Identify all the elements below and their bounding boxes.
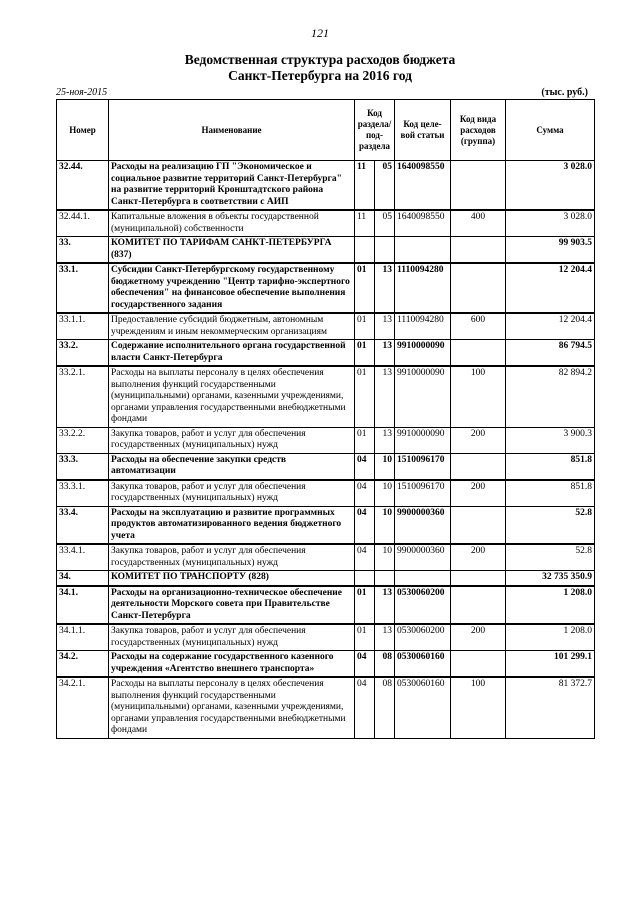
row-sum: 3 028.0: [506, 210, 595, 237]
row-section-code: 01: [355, 427, 375, 453]
row-name: Расходы на эксплуатацию и развитие программных продуктов автоматизированного ведения бюджетного учета: [109, 506, 355, 544]
row-number: 32.44.1.: [57, 210, 109, 237]
row-sum: 52.8: [506, 544, 595, 571]
row-subsection-code: [375, 571, 395, 586]
row-number: 34.2.: [57, 651, 109, 678]
row-name: Расходы на реализацию ГП "Экономическое и социальное развитие территорий Санкт-Петербурга" на развитие территорий Кронштадтского района Санкт-Петербурга в соответствии с АИП: [109, 161, 355, 211]
table-row: [57, 624, 595, 651]
row-section-code: 04: [355, 651, 375, 678]
table-row: [57, 427, 595, 453]
row-expense-type: [451, 453, 506, 480]
row-name: Расходы на выплаты персоналу в целях обеспечения выполнения функций государственными (муниципальными) органами, казенными учреждениями, органами управления государственными внебюджетными фондами: [109, 366, 355, 427]
row-number: 34.2.1.: [57, 677, 109, 738]
row-expense-type: 600: [451, 313, 506, 340]
row-target-code: 1510096170: [395, 453, 451, 480]
row-sum: 81 372.7: [506, 677, 595, 738]
row-target-code: 0530060200: [395, 586, 451, 625]
table-row: [57, 453, 595, 480]
row-target-code: 0530060200: [395, 624, 451, 651]
row-subsection-code: 13: [375, 427, 395, 453]
row-target-code: 9910000090: [395, 366, 451, 427]
row-sum: 1 208.0: [506, 586, 595, 625]
row-sum: 82 894.2: [506, 366, 595, 427]
row-subsection-code: 13: [375, 366, 395, 427]
row-expense-type: 400: [451, 210, 506, 237]
row-section-code: 01: [355, 586, 375, 625]
row-number: 33.4.: [57, 506, 109, 544]
row-sum: 3 028.0: [506, 161, 595, 211]
row-name: Расходы на обеспечение закупки средств автоматизации: [109, 453, 355, 480]
row-target-code: 9910000090: [395, 427, 451, 453]
row-name: Закупка товаров, работ и услуг для обеспечения государственных (муниципальных) нужд: [109, 544, 355, 571]
row-subsection-code: 13: [375, 586, 395, 625]
row-subsection-code: 13: [375, 624, 395, 651]
row-sum: 3 900.3: [506, 427, 595, 453]
row-expense-type: [451, 263, 506, 313]
row-subsection-code: 08: [375, 677, 395, 738]
row-target-code: 0530060160: [395, 651, 451, 678]
table-row: [57, 366, 595, 427]
document-title: [0, 52, 640, 84]
row-number: 33.2.1.: [57, 366, 109, 427]
row-expense-type: [451, 237, 506, 264]
row-expense-type: [451, 161, 506, 211]
table-row: [57, 677, 595, 738]
row-number: 33.2.: [57, 340, 109, 367]
row-subsection-code: 13: [375, 313, 395, 340]
row-subsection-code: [375, 237, 395, 264]
table-row: [57, 161, 595, 211]
row-sum: 1 208.0: [506, 624, 595, 651]
row-name: Расходы на содержание государственного казенного учреждения «Агентство внешнего транспорта»: [109, 651, 355, 678]
row-name: Содержание исполнительного органа государственной власти Санкт-Петербурга: [109, 340, 355, 367]
row-subsection-code: 10: [375, 453, 395, 480]
row-name: КОМИТЕТ ПО ТАРИФАМ САНКТ-ПЕТЕРБУРГА (837): [109, 237, 355, 264]
row-name: Субсидии Санкт-Петербургскому государственному бюджетному учреждению "Центр тарифно-экспертного обеспечения" на финансовое обеспечение выполнения государственного задания: [109, 263, 355, 313]
row-section-code: 01: [355, 263, 375, 313]
row-expense-type: [451, 651, 506, 678]
row-expense-type: 200: [451, 427, 506, 453]
table-row: [57, 313, 595, 340]
row-name: Расходы на выплаты персоналу в целях обеспечения выполнения функций государственными (муниципальными) органами, казенными учреждениями, органами управления государственными внебюджетными фондами: [109, 677, 355, 738]
row-sum: 12 204.4: [506, 313, 595, 340]
row-expense-type: [451, 340, 506, 367]
row-expense-type: 100: [451, 677, 506, 738]
row-number: 33.3.: [57, 453, 109, 480]
table-row: [57, 544, 595, 571]
row-subsection-code: 13: [375, 263, 395, 313]
row-expense-type: 100: [451, 366, 506, 427]
row-sum: 86 794.5: [506, 340, 595, 367]
row-target-code: 0530060160: [395, 677, 451, 738]
row-sum: 851.8: [506, 480, 595, 507]
row-section-code: 11: [355, 210, 375, 237]
row-target-code: [395, 571, 451, 586]
row-sum: 32 735 350.9: [506, 571, 595, 586]
row-section-code: 01: [355, 313, 375, 340]
table-header-row: [57, 100, 595, 161]
table-row: [57, 210, 595, 237]
row-section-code: 01: [355, 340, 375, 367]
row-subsection-code: 10: [375, 506, 395, 544]
row-section-code: 04: [355, 544, 375, 571]
budget-table: [56, 99, 595, 739]
row-section-code: 01: [355, 624, 375, 651]
row-number: 32.44.: [57, 161, 109, 211]
row-subsection-code: 10: [375, 544, 395, 571]
row-target-code: [395, 237, 451, 264]
row-target-code: 9900000360: [395, 544, 451, 571]
row-target-code: 1640098550: [395, 161, 451, 211]
row-section-code: 04: [355, 677, 375, 738]
row-section-code: 01: [355, 366, 375, 427]
table-row: [57, 586, 595, 625]
row-section-code: 04: [355, 480, 375, 507]
row-subsection-code: 05: [375, 161, 395, 211]
table-row: [57, 237, 595, 264]
table-row: [57, 480, 595, 507]
title-line-1: Ведомственная структура расходов бюджета: [184, 52, 456, 67]
row-section-code: 04: [355, 453, 375, 480]
units-label: (тыс. руб.): [541, 87, 588, 98]
table-row: [57, 651, 595, 678]
row-number: 33.: [57, 237, 109, 264]
row-name: Закупка товаров, работ и услуг для обеспечения государственных (муниципальных) нужд: [109, 480, 355, 507]
table-body: [57, 161, 595, 739]
row-name: Капитальные вложения в объекты государственной (муниципальной) собственности: [109, 210, 355, 237]
row-expense-type: 200: [451, 544, 506, 571]
row-expense-type: 200: [451, 480, 506, 507]
row-name: Закупка товаров, работ и услуг для обеспечения государственных (муниципальных) нужд: [109, 427, 355, 453]
row-expense-type: 200: [451, 624, 506, 651]
row-target-code: 9910000090: [395, 340, 451, 367]
table-row: [57, 340, 595, 367]
table-row: [57, 263, 595, 313]
header-name: Наименование: [109, 100, 355, 161]
row-expense-type: [451, 586, 506, 625]
row-number: 33.4.1.: [57, 544, 109, 571]
row-number: 33.3.1.: [57, 480, 109, 507]
row-expense-type: [451, 571, 506, 586]
row-section-code: 11: [355, 161, 375, 211]
row-number: 33.1.: [57, 263, 109, 313]
row-number: 34.: [57, 571, 109, 586]
row-expense-type: [451, 506, 506, 544]
row-name: Расходы на организационно-техническое обеспечение деятельности Морского совета при Правительстве Санкт-Петербурга: [109, 586, 355, 625]
row-subsection-code: 08: [375, 651, 395, 678]
report-date: 25-ноя-2015: [56, 87, 108, 98]
row-target-code: 1110094280: [395, 263, 451, 313]
row-number: 34.1.: [57, 586, 109, 625]
row-number: 33.1.1.: [57, 313, 109, 340]
row-number: 34.1.1.: [57, 624, 109, 651]
page-number: 121: [311, 26, 329, 40]
row-name: Закупка товаров, работ и услуг для обеспечения государственных (муниципальных) нужд: [109, 624, 355, 651]
row-section-code: [355, 237, 375, 264]
header-expense-type: Код вида расходов (группа): [451, 100, 506, 161]
row-sum: 101 299.1: [506, 651, 595, 678]
row-target-code: 1110094280: [395, 313, 451, 340]
header-section-code: Код раздела/ под- раздела: [355, 100, 395, 161]
table-row: [57, 506, 595, 544]
row-name: Предоставление субсидий бюджетным, автономным учреждениям и иным некоммерческим организациям: [109, 313, 355, 340]
row-sum: 12 204.4: [506, 263, 595, 313]
row-subsection-code: 10: [375, 480, 395, 507]
row-name: КОМИТЕТ ПО ТРАНСПОРТУ (828): [109, 571, 355, 586]
row-sum: 851.8: [506, 453, 595, 480]
title-line-2: Санкт-Петербурга на 2016 год: [228, 68, 412, 83]
header-number: Номер: [57, 100, 109, 161]
row-subsection-code: 13: [375, 340, 395, 367]
row-target-code: 9900000360: [395, 506, 451, 544]
header-sum: Сумма: [506, 100, 595, 161]
row-section-code: [355, 571, 375, 586]
row-section-code: 04: [355, 506, 375, 544]
row-sum: 99 903.5: [506, 237, 595, 264]
row-target-code: 1640098550: [395, 210, 451, 237]
row-number: 33.2.2.: [57, 427, 109, 453]
row-sum: 52.8: [506, 506, 595, 544]
header-target-code: Код целе- вой статьи: [395, 100, 451, 161]
row-subsection-code: 05: [375, 210, 395, 237]
row-target-code: 1510096170: [395, 480, 451, 507]
table-row: [57, 571, 595, 586]
